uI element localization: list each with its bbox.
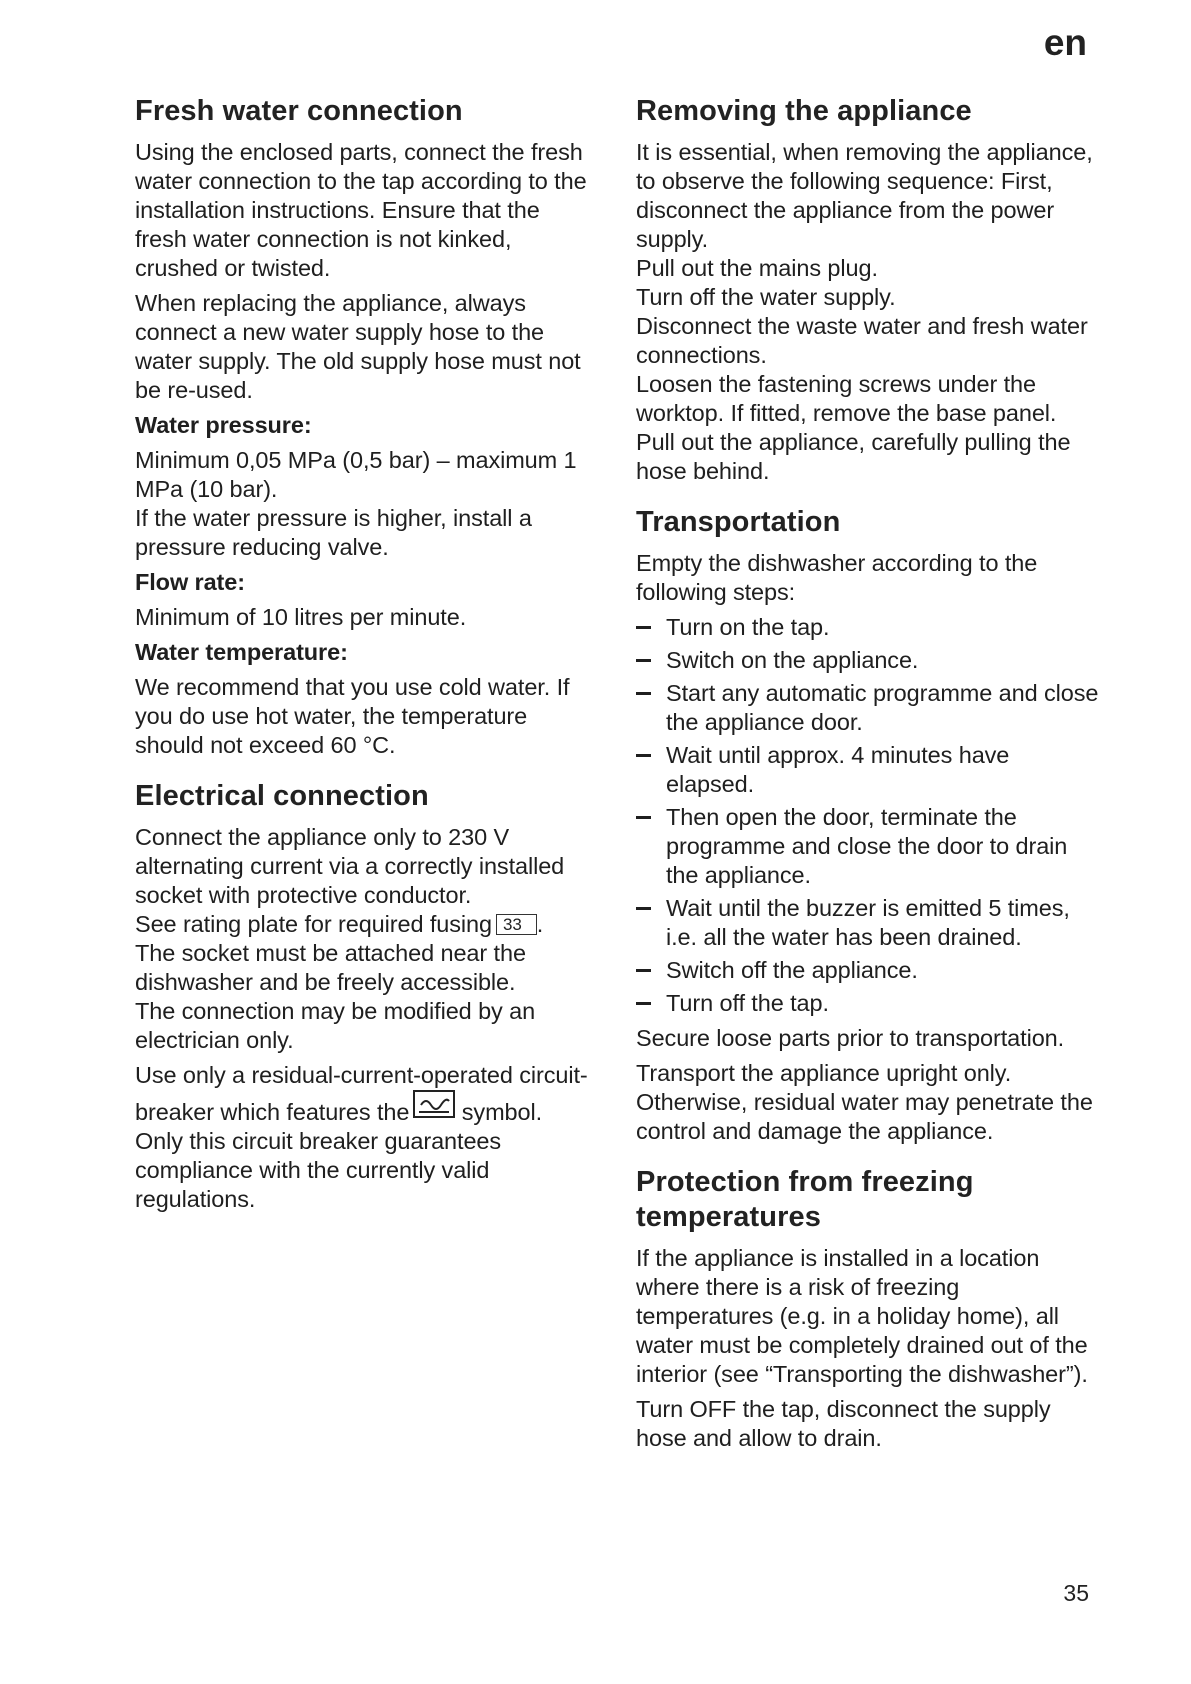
list-item: Wait until the buzzer is emitted 5 times, i.e. all the water has been drained. xyxy=(636,894,1101,952)
flow-rate-text: Minimum of 10 litres per minute. xyxy=(135,604,467,630)
dash-icon xyxy=(636,692,651,695)
removing-line-1: Pull out the mains plug. xyxy=(636,255,878,281)
page-number: 35 xyxy=(1063,1580,1089,1606)
removing-line-3: Disconnect the waste water and fresh water connections. xyxy=(636,313,1088,368)
water-pressure-text: Minimum 0,05 MPa (0,5 bar) – maximum 1 MPa (10 bar). xyxy=(135,447,577,502)
breaker-text: Use only a residual-current-operated circuit-breaker which features the xyxy=(135,1062,588,1125)
dash-icon xyxy=(636,907,651,910)
list-item: Then open the door, terminate the programme and close the door to drain the appliance. xyxy=(636,803,1101,890)
removing-heading: Removing the appliance xyxy=(636,95,972,127)
water-pressure-block xyxy=(135,446,590,562)
electrical-block xyxy=(135,823,590,1055)
list-item: Turn on the tap. xyxy=(636,613,1101,642)
fusing-text: See rating plate for required fusing xyxy=(135,911,492,937)
flow-rate-label: Flow rate: xyxy=(135,569,245,595)
transport-intro: Empty the dishwasher according to the following steps: xyxy=(636,550,1038,605)
list-item: Wait until approx. 4 minutes have elapsed. xyxy=(636,741,1101,799)
electrical-paragraph-1: Connect the appliance only to 230 V alternating current via a correctly installed socket with protective conductor. xyxy=(135,824,565,908)
transport-upright-text: Transport the appliance upright only. Otherwise, residual water may penetrate the control and damage the appliance. xyxy=(636,1060,1093,1144)
dash-icon xyxy=(636,754,651,757)
fresh-water-paragraph-2: When replacing the appliance, always connect a new water supply hose to the water supply. The old supply hose must not be re-used. xyxy=(135,290,581,403)
electrical-heading: Electrical connection xyxy=(135,780,429,812)
language-label: en xyxy=(1043,22,1087,63)
list-item: Start any automatic programme and close the appliance door. xyxy=(636,679,1101,737)
transport-heading: Transportation xyxy=(636,506,841,538)
electrical-section xyxy=(135,779,590,1214)
freezing-paragraph-1: If the appliance is installed in a location where there is a risk of freezing temperatures (e.g. in a holiday home), all water must be completely drained out of the interior (see “Transporting the dishwasher”). xyxy=(636,1245,1088,1387)
freezing-heading: Protection from freezing temperatures xyxy=(636,1166,974,1233)
left-column xyxy=(135,94,590,1220)
freezing-section xyxy=(636,1165,1101,1453)
dash-icon xyxy=(636,626,651,629)
transport-steps-list xyxy=(636,613,1101,1018)
removing-line-2: Turn off the water supply. xyxy=(636,284,896,310)
water-pressure-label: Water pressure: xyxy=(135,412,312,438)
page-reference-box: 33 xyxy=(496,914,537,935)
removing-line-4: Loosen the fastening screws under the worktop. If fitted, remove the base panel. xyxy=(636,371,1057,426)
dash-icon xyxy=(636,816,651,819)
removing-paragraph-1: It is essential, when removing the appliance, to observe the following sequence: First, disconnect the appliance from the power supply. xyxy=(636,139,1093,252)
list-item: Switch on the appliance. xyxy=(636,646,1101,675)
removing-block xyxy=(636,138,1101,486)
rcd-symbol-icon xyxy=(413,1090,455,1118)
electrical-paragraph-5 xyxy=(135,1061,590,1214)
electrical-paragraph-4: The connection may be modified by an electrician only. xyxy=(135,998,536,1053)
water-temperature-label: Water temperature: xyxy=(135,639,348,665)
removing-section xyxy=(636,94,1101,486)
list-item: Turn off the tap. xyxy=(636,989,1101,1018)
removing-line-5: Pull out the appliance, carefully pulling the hose behind. xyxy=(636,429,1071,484)
list-item: Switch off the appliance. xyxy=(636,956,1101,985)
water-pressure-text-2: If the water pressure is higher, install a pressure reducing valve. xyxy=(135,505,532,560)
electrical-paragraph-3: The socket must be attached near the dishwasher and be freely accessible. xyxy=(135,940,526,995)
freezing-paragraph-2: Turn OFF the tap, disconnect the supply hose and allow to drain. xyxy=(636,1396,1051,1451)
fresh-water-heading: Fresh water connection xyxy=(135,95,463,127)
electrical-paragraph-2 xyxy=(135,910,590,939)
transport-section xyxy=(636,505,1101,1146)
transport-secure-text: Secure loose parts prior to transportation. xyxy=(636,1025,1065,1051)
breaker-text-end: symbol. Only this circuit breaker guarantees compliance with the currently valid regulations. xyxy=(135,1099,543,1212)
right-column xyxy=(636,94,1101,1459)
fusing-text-end: . xyxy=(536,911,544,937)
water-temperature-text: We recommend that you use cold water. If you do use hot water, the temperature should not exceed 60 °C. xyxy=(135,674,570,758)
fresh-water-section xyxy=(135,94,590,760)
dash-icon xyxy=(636,659,651,662)
dash-icon xyxy=(636,1002,651,1005)
fresh-water-paragraph-1: Using the enclosed parts, connect the fresh water connection to the tap according to the installation instructions. Ensure that the fresh water connection is not kinked, crushed or twisted. xyxy=(135,139,587,281)
dash-icon xyxy=(636,969,651,972)
